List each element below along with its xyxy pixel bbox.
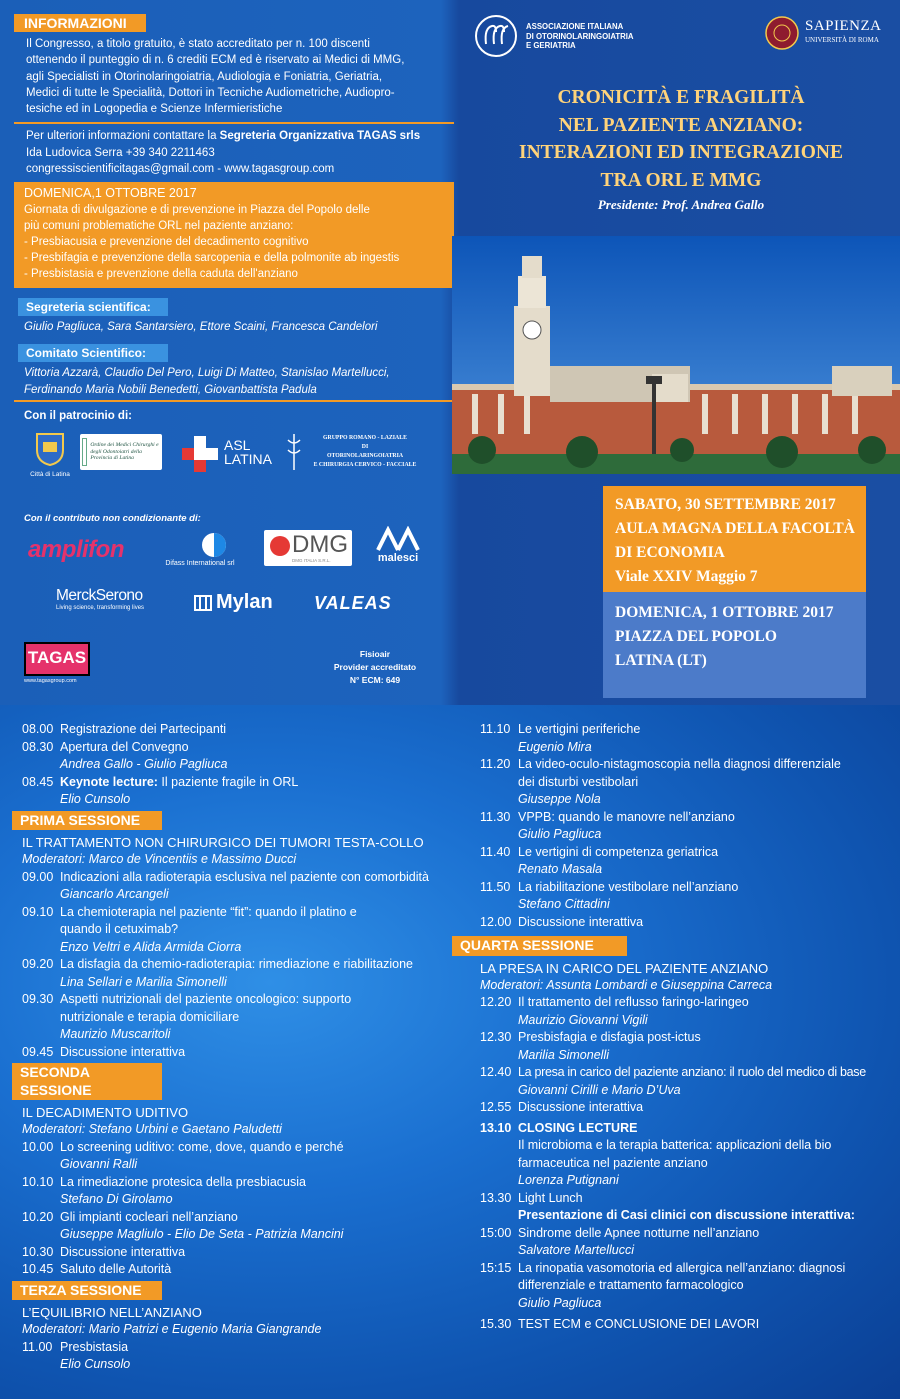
item-speaker: Maurizio Muscaritoli <box>60 1027 171 1041</box>
item-speaker: Salvatore Martellucci <box>518 1243 635 1257</box>
malesci-logo <box>372 526 424 568</box>
program-item <box>22 1244 452 1262</box>
program-item <box>480 1029 895 1047</box>
sunday-line: - Presbiacusia e prevenzione del decadimento cognitivo <box>24 236 309 248</box>
item-time: 13.10 <box>480 1120 512 1135</box>
item-title: Discussione interattiva <box>60 1244 186 1259</box>
session-label: PRIMA SESSIONE <box>12 811 162 831</box>
item-title: Apertura del Convegno <box>60 739 189 754</box>
item-time: 11.20 <box>480 757 511 771</box>
title-line: CRONICITÀ E FRAGILITÀ <box>557 87 805 108</box>
amplifon-logo: amplifon <box>28 536 124 563</box>
item-time: 13.30 <box>480 1190 512 1205</box>
comitato-names-1: Vittoria Azzarà, Claudio Del Pero, Luigi Di Matteo, Stanislao Martellucci, <box>24 367 390 379</box>
item-speaker: Giovanni Ralli <box>60 1157 138 1171</box>
sponsors-label: Con il contributo non condizionante di: <box>24 513 201 524</box>
program-item <box>22 1339 452 1357</box>
mylan-logo <box>194 591 273 614</box>
program-item <box>480 914 895 932</box>
item-speaker: Eugenio Mira <box>518 739 592 754</box>
item-title: Le vertigini periferiche <box>518 722 641 736</box>
item-title: Registrazione dei Partecipanti <box>60 722 227 736</box>
item-speaker: Giancarlo Arcangeli <box>60 887 169 901</box>
item-speaker: Andrea Gallo - Giulio Pagliuca <box>60 757 228 771</box>
item-time: 10.10 <box>22 1174 54 1189</box>
item-title: Gli impianti cocleari nell’anziano <box>60 1209 238 1224</box>
sunday-box <box>14 182 454 288</box>
item-title: La rinopatia vasomotoria ed allergica nell’anziano: diagnosi <box>518 1260 846 1275</box>
item-title-cont: differenziale e trattamento farmacologico <box>518 1278 744 1292</box>
program-item <box>22 991 452 1009</box>
segreteria-label: Segreteria scientifica: <box>18 298 168 316</box>
caduceus-icon <box>82 438 87 466</box>
gruppo-text <box>306 434 424 470</box>
provider-block <box>310 648 440 687</box>
difass-icon <box>196 530 236 560</box>
item-time: 11.30 <box>480 809 511 824</box>
session-label: QUARTA SESSIONE <box>452 936 627 956</box>
item-speaker: Giuseppe Magliulo - Elio De Seta - Patrizia Mancini <box>60 1227 344 1241</box>
dmg-sub: DMG ITALIA S.R.L. <box>292 558 331 563</box>
item-title: La rimediazione protesica della presbiacusia <box>60 1174 306 1189</box>
contact-prefix: Per ulteriori informazioni contattare la <box>26 130 220 143</box>
item-title: Aspetti nutrizionali del paziente oncologico: supporto <box>60 992 352 1006</box>
info-line: ottenendo il punteggio di n. 6 crediti ECM ed è riservato ai Medici di MMG, <box>26 54 405 67</box>
item-title-cont: nutrizionale e terapia domiciliare <box>60 1009 240 1024</box>
program-item <box>480 844 895 862</box>
item-time: 15:00 <box>480 1225 512 1240</box>
info-line: Medici di tutte le Specialità, Dottori in Tecniche Audiometriche, Audiopro- <box>26 86 395 99</box>
venue-line: Viale XXIV Maggio 7 <box>615 568 758 585</box>
asl-cross-icon <box>182 434 222 472</box>
aiog-text <box>526 22 634 51</box>
info-line: Il Congresso, a titolo gratuito, è stato accreditato per n. 100 discenti <box>26 38 370 50</box>
item-time: 12.40 <box>480 1065 512 1079</box>
venue-saturday <box>603 486 866 592</box>
aiog-line: ASSOCIAZIONE ITALIANA <box>526 22 624 31</box>
gruppo-line: DI <box>361 444 369 450</box>
venue-line: PIAZZA DEL POPOLO <box>615 628 777 645</box>
event-title <box>466 84 896 194</box>
item-speaker: Enzo Veltri e Alida Armida Ciorra <box>60 939 242 954</box>
item-speaker: Stefano Di Girolamo <box>60 1192 173 1206</box>
provider-line: Fisioair <box>359 649 391 659</box>
gruppo-line: OTORINOLARINGOIATRIA <box>326 453 404 459</box>
aiog-ear-icon <box>474 14 520 58</box>
valeas-logo: VALEAS <box>314 593 392 613</box>
item-title-cont: dei disturbi vestibolari <box>518 774 639 789</box>
title-line: TRA ORL E MMG <box>600 169 762 191</box>
item-time: 10.20 <box>22 1209 54 1224</box>
mylan-icon <box>194 595 212 611</box>
item-title-cont: quando il cetuximab? <box>60 922 179 936</box>
venue-line: DOMENICA, 1 OTTOBRE 2017 <box>615 604 834 621</box>
sunday-line: più comuni problematiche ORL nel paziente anziano: <box>24 220 294 232</box>
info-body <box>26 36 454 117</box>
session-label: SECONDA SESSIONE <box>12 1063 162 1100</box>
venue-line: SABATO, 30 SETTEMBRE 2017 <box>615 496 836 513</box>
item-time: 10.00 <box>22 1139 54 1154</box>
item-title: Discussione interattiva <box>518 914 644 929</box>
item-title: La video-oculo-nistagmoscopia nella diagnosi differenziale <box>518 757 841 771</box>
item-time: 09.45 <box>22 1044 54 1059</box>
info-heading: INFORMAZIONI <box>14 14 146 32</box>
program-item <box>480 1120 895 1138</box>
title-line: INTERAZIONI ED INTEGRAZIONE <box>519 142 843 163</box>
item-title: Il paziente fragile in ORL <box>157 774 299 789</box>
difass-logo <box>160 530 240 570</box>
sunday-heading: DOMENICA,1 OTTOBRE 2017 <box>24 186 197 200</box>
item-time: 09.20 <box>22 957 54 971</box>
session-label: TERZA SESSIONE <box>12 1281 162 1301</box>
item-title: Il microbioma e la terapia batterica: applicazioni della bio <box>518 1138 832 1152</box>
divider <box>14 122 454 124</box>
dmg-dot-icon <box>270 536 290 556</box>
item-title: Il trattamento del reflusso faringo-laringeo <box>518 995 749 1009</box>
comitato-section <box>14 344 454 398</box>
program-item <box>480 1260 895 1278</box>
program-right <box>460 721 895 1334</box>
session-title: IL TRATTAMENTO NON CHIRURGICO DEI TUMORI TESTA-COLLO <box>22 835 424 850</box>
item-time: 12.20 <box>480 995 512 1009</box>
session-moderators: Moderatori: Marco de Vincentiis e Massimo Ducci <box>22 852 297 866</box>
item-speaker: Elio Cunsolo <box>60 1357 131 1371</box>
item-time: 11.00 <box>22 1339 53 1354</box>
venue-sunday <box>603 592 866 698</box>
segreteria-names: Giulio Pagliuca, Sara Santarsiero, Ettore Scaini, Francesca Candelori <box>24 321 378 333</box>
contact-org: Segreteria Organizzativa TAGAS srls <box>219 130 421 143</box>
session-title: LA PRESA IN CARICO DEL PAZIENTE ANZIANO <box>480 960 769 976</box>
venue-line: DI ECONOMIA <box>615 544 725 561</box>
gruppo-line: E CHIRURGIA CERVICO - FACCIALE <box>313 462 417 468</box>
sunday-line: - Presbistasia e prevenzione della caduta dell'anziano <box>24 268 298 280</box>
item-time: 08.00 <box>22 722 54 736</box>
contact-email[interactable]: congressiscientificitagas@gmail.com - www.tagasgroup.com <box>26 163 335 176</box>
item-speaker: Lorenza Putignani <box>518 1173 619 1187</box>
program-item <box>480 756 895 774</box>
citta-label: Città di Latina <box>30 471 70 478</box>
asl-text-2: LATINA <box>224 451 272 467</box>
gruppo-orl-logo <box>284 432 424 474</box>
info-line: tesiche ed in Logopedia e Scienze Infermieristiche <box>26 103 283 116</box>
difass-label: Difass International srl <box>165 560 235 567</box>
contact-block <box>26 128 454 178</box>
item-speaker: Giulio Pagliuca <box>518 1295 602 1310</box>
item-title: La chemioterapia nel paziente “fit”: quando il platino e <box>60 904 357 919</box>
staff-icon <box>284 432 304 472</box>
item-time: 12.55 <box>480 1100 512 1114</box>
provider-line: N° ECM: 649 <box>349 675 401 685</box>
aiog-line: DI OTORINOLARINGOIATRIA <box>526 31 634 41</box>
item-time: 10.45 <box>22 1262 54 1276</box>
ordine-label: Ordine dei Medici Chirurghi e degli Odontoiatri della Provincia di Latina <box>90 441 159 462</box>
item-title: La disfagia da chemio-radioterapia: rimediazione e riabilitazione <box>60 957 413 971</box>
item-title-cont: farmaceutica nel paziente anziano <box>518 1155 708 1170</box>
program-item <box>480 1225 895 1243</box>
citta-latina-logo <box>30 430 70 482</box>
program-item <box>22 1139 452 1157</box>
asl-text-1: ASL <box>224 437 251 453</box>
session-title: IL DECADIMENTO UDITIVO <box>22 1105 189 1120</box>
program-item <box>480 994 895 1012</box>
item-title: Discussione interattiva <box>518 1100 644 1114</box>
merck-sub: Living science, transforming lives <box>56 605 145 611</box>
item-title: Discussione interattiva <box>60 1044 186 1059</box>
president: Presidente: Prof. Andrea Gallo <box>597 197 765 212</box>
info-line: agli Specialisti in Otorinolaringoiatria, Audiologia e Foniatria, Geriatria, <box>26 70 383 83</box>
segreteria-section <box>14 298 454 336</box>
program-item <box>480 721 895 739</box>
program-item <box>480 1316 895 1334</box>
venue-line: LATINA (LT) <box>615 652 707 669</box>
patrocinio-label: Con il patrocinio di: <box>24 410 132 422</box>
item-time: 08.30 <box>22 739 54 754</box>
program-item <box>22 956 452 974</box>
sapienza-seal-icon <box>765 16 799 50</box>
sunday-line: - Presbifagia e prevenzione della sarcopenia e della polmonite ab ingestis <box>24 252 400 264</box>
divider <box>14 400 454 402</box>
item-time: 09.30 <box>22 992 54 1006</box>
title-line: NEL PAZIENTE ANZIANO: <box>558 114 804 136</box>
item-time: 08.45 <box>22 774 54 789</box>
closing-label: CLOSING LECTURE <box>518 1120 638 1135</box>
item-speaker: Stefano Cittadini <box>518 897 610 911</box>
town-hall-photo <box>452 236 900 474</box>
cases-title: Presentazione di Casi clinici con discussione interattiva: <box>518 1208 855 1222</box>
program-item <box>22 869 452 887</box>
program-item <box>22 739 452 757</box>
venue-sunday-text <box>615 601 866 673</box>
item-speaker: Giuseppe Nola <box>518 792 601 806</box>
program-item <box>22 1044 452 1062</box>
tagas-logo <box>24 642 94 686</box>
info-section <box>14 14 454 178</box>
sunday-line: Giornata di divulgazione e di prevenzione in Piazza del Popolo delle <box>24 204 370 216</box>
item-time: 12.00 <box>480 914 512 929</box>
aiog-line: E GERIATRIA <box>526 41 576 50</box>
mylan-text: Mylan <box>216 591 273 613</box>
item-speaker: Renato Masala <box>518 862 603 876</box>
dmg-text: DMG <box>292 531 348 558</box>
item-time: 12.30 <box>480 1030 512 1044</box>
aiog-logo <box>474 14 654 58</box>
item-time: 09.10 <box>22 904 54 919</box>
sunday-body <box>24 202 454 282</box>
program-left <box>22 721 452 1374</box>
asl-latina-logo <box>182 434 278 474</box>
item-title: Le vertigini di competenza geriatrica <box>518 844 719 859</box>
session-moderators: Moderatori: Assunta Lombardi e Giuseppina Carreca <box>480 977 773 992</box>
program-item <box>480 1064 895 1082</box>
item-title: Presbisfagia e disfagia post-ictus <box>518 1030 701 1044</box>
item-speaker: Lina Sellari e Marilia Simonelli <box>60 974 227 989</box>
item-title: VPPB: quando le manovre nell’anziano <box>518 809 735 824</box>
tagas-sub: www.tagasgroup.com <box>24 678 77 684</box>
item-time: 09.00 <box>22 869 54 884</box>
item-title: Saluto delle Autorità <box>60 1262 172 1276</box>
program-item <box>22 904 452 922</box>
venue-line: AULA MAGNA DELLA FACOLTÀ <box>615 520 855 537</box>
item-speaker: Giulio Pagliuca <box>518 827 602 841</box>
item-time: 15.30 <box>480 1317 512 1331</box>
session-moderators: Moderatori: Stefano Urbini e Gaetano Paludetti <box>22 1122 282 1136</box>
program-item <box>480 1190 895 1208</box>
merck-logo <box>56 587 166 611</box>
merck-text: MerckSerono <box>56 587 143 604</box>
contact-person: Ida Ludovica Serra +39 340 2211463 <box>26 146 215 159</box>
item-speaker: Maurizio Giovanni Vigili <box>518 1012 648 1027</box>
program-item <box>22 1261 452 1279</box>
sapienza-sub: UNIVERSITÀ DI ROMA <box>805 36 879 44</box>
item-title: Indicazioni alla radioterapia esclusiva nel paziente con comorbidità <box>60 869 429 884</box>
keynote-label: Keynote lecture: <box>60 774 158 789</box>
venue-saturday-text <box>615 493 866 589</box>
item-title: La riabilitazione vestibolare nell’anziano <box>518 879 739 894</box>
program-item <box>480 809 895 827</box>
program-item <box>480 879 895 897</box>
item-speaker: Marilia Simonelli <box>518 1047 609 1062</box>
program-item <box>22 1209 452 1227</box>
item-speaker: Giovanni Cirilli e Mario D’Uva <box>518 1082 681 1097</box>
sapienza-text: SAPIENZA <box>805 18 882 34</box>
program-item <box>22 721 452 739</box>
program-item <box>480 1099 895 1117</box>
dmg-logo <box>264 530 352 566</box>
program-item <box>22 1174 452 1192</box>
item-title: La presa in carico del paziente anziano: il ruolo del medico di base <box>518 1065 866 1079</box>
item-title: TEST ECM e CONCLUSIONE DEI LAVORI <box>518 1317 760 1331</box>
item-time: 11.10 <box>480 722 511 736</box>
sapienza-logo <box>765 16 885 50</box>
comitato-label: Comitato Scientifico: <box>18 344 168 362</box>
item-speaker: Elio Cunsolo <box>60 792 131 806</box>
session-moderators: Moderatori: Mario Patrizi e Eugenio Maria Giangrande <box>22 1322 322 1336</box>
item-title: Sindrome delle Apnee notturne nell’anziano <box>518 1225 760 1240</box>
item-title: Lo screening uditivo: come, dove, quando e perché <box>60 1139 344 1154</box>
malesci-text: malesci <box>377 552 419 564</box>
malesci-icon <box>376 526 420 552</box>
item-time: 15:15 <box>480 1260 512 1275</box>
comitato-names-2: Ferdinando Maria Nobili Benedetti, Giovanbattista Padula <box>24 383 317 396</box>
item-title: Presbistasia <box>60 1339 129 1354</box>
ordine-medici-logo <box>80 434 162 470</box>
tagas-text: TAGAS <box>24 642 90 676</box>
provider-line: Provider accreditato <box>333 662 417 672</box>
item-time: 10.30 <box>22 1244 54 1259</box>
session-title: L’EQUILIBRIO NELL’ANZIANO <box>22 1305 202 1320</box>
item-time: 11.50 <box>480 879 511 894</box>
item-title: Light Lunch <box>518 1190 583 1205</box>
program-item <box>22 774 452 792</box>
gruppo-line: GRUPPO ROMANO - LAZIALE <box>323 435 407 441</box>
item-time: 11.40 <box>480 844 511 859</box>
